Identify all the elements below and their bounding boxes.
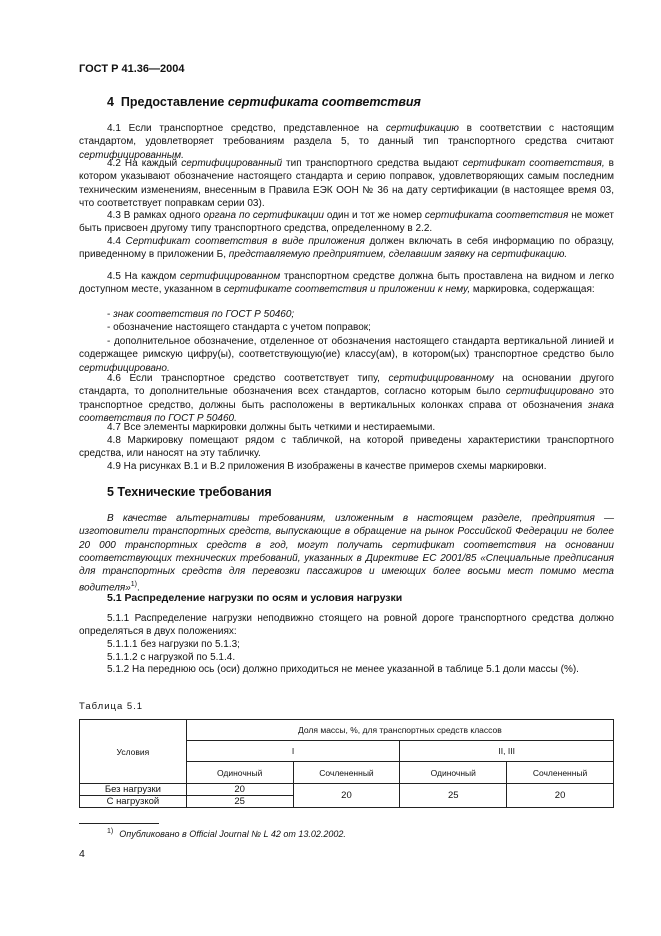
- table-header-single-1: Одиночный: [186, 762, 293, 784]
- paragraph-4-4: [79, 235, 614, 262]
- table-cell-single-2: 25: [400, 784, 507, 808]
- paragraph-5-1-1-1: 5.1.1.1 без нагрузки по 5.1.3;: [107, 639, 240, 650]
- table-row-label-loaded: С нагрузкой: [80, 796, 187, 808]
- list-item-2: - обозначение настоящего стандарта с учетом поправок;: [107, 322, 371, 333]
- paragraph-5-intro: [79, 512, 614, 595]
- p4-1-italic: сертификацию: [385, 123, 459, 134]
- p4-4-text-2: должен включать в себя информацию по образцу, приведенному в приложении Б,: [79, 236, 615, 261]
- paragraph-5-1-1-2: 5.1.1.2 с нагрузкой по 5.1.4.: [107, 652, 236, 663]
- p5-intro-text: В качестве альтернативы требованиям, изложенным в настоящем разделе, предприятия — изготовители транспортных средств, выпускающие в обращение на рынок Российской Федерации не более 20 000 транспортных средств в год, могут получать сертификат соответствия на основании соответствующих технических требований, указанных в Директиве ЕС 2001/85 «Специальные предписания для транспортных средств для перевозки пассажиров и имеющих более восьми мест помимо места водителя»: [79, 513, 614, 594]
- document-header: ГОСТ Р 41.36—2004: [79, 63, 185, 75]
- paragraph-4-5: [79, 270, 614, 297]
- table-header-conditions: Условия: [80, 720, 187, 784]
- footnote-reference: 1): [130, 581, 137, 589]
- list-item-3: [79, 335, 614, 375]
- p4-2-italic-2: сертификат соответствия,: [462, 158, 605, 169]
- p4-3-italic-2: сертификата соответствия: [424, 210, 569, 221]
- table-header-articulated-2: Сочлененный: [507, 762, 614, 784]
- table-header-class-1: I: [186, 741, 400, 762]
- list-1-dash: -: [107, 309, 114, 320]
- section-4-title-plain: Предоставление: [120, 95, 228, 109]
- p4-5-italic: сертифицированном: [179, 271, 281, 282]
- p4-4-italic: Сертификат соответствия в виде приложения: [125, 236, 365, 247]
- p4-1-text: 4.1 Если транспортное средство, представленное на: [107, 123, 386, 134]
- list-item-1: [79, 308, 614, 321]
- p4-6-text: 4.6 Если транспортное средство соответствует типу,: [107, 373, 389, 384]
- table-cell-articulated-1: 20: [293, 784, 400, 808]
- paragraph-4-7: 4.7 Все элементы маркировки должны быть четкими и нестираемыми.: [107, 422, 436, 433]
- p4-3-italic: органа по сертификации: [203, 210, 324, 221]
- paragraph-4-9: 4.9 На рисунках В.1 и В.2 приложения В изображены в качестве примеров схемы маркировки.: [107, 461, 547, 472]
- p4-6-italic: сертифицированному: [388, 373, 494, 384]
- p4-5-text-2: транспортном средстве должна быть проставлена на видном и легко доступном месте, указанном в: [79, 271, 615, 296]
- table-cell-single-1-unloaded: 20: [186, 784, 293, 796]
- paragraph-4-1: [79, 122, 614, 162]
- paragraph-5-1-2: 5.1.2 На переднюю ось (оси) должно приходиться не менее указанной в таблице 5.1 доли массы (%).: [107, 664, 579, 675]
- paragraph-4-3: [79, 209, 614, 236]
- paragraph-5-1-1: 5.1.1 Распределение нагрузки неподвижно стоящего на ровной дороге транспортного средства должно определяться в двух положениях:: [79, 613, 614, 638]
- p4-3-text: 4.3 В рамках одного: [107, 210, 204, 221]
- p4-1-italic-2: сертифицированным.: [79, 149, 184, 161]
- table-header-group: Доля массы, %, для транспортных средств классов: [186, 720, 613, 741]
- p5-intro-end: .: [137, 582, 140, 594]
- footnote-marker: 1): [107, 828, 114, 835]
- paragraph-4-2: [79, 157, 614, 210]
- table-header-articulated-1: Сочлененный: [293, 762, 400, 784]
- table-cell-single-1-loaded: 25: [186, 796, 293, 808]
- section-4-number: 4: [107, 95, 114, 109]
- p4-1-text-2: в соответствии с настоящим стандартом, удовлетворяет требованиям раздела 5, то данный тип транспортного средства считают: [79, 123, 614, 148]
- p4-3-text-2: один и тот же номер: [323, 210, 425, 221]
- page-number: 4: [79, 848, 85, 860]
- table-caption: Таблица 5.1: [79, 701, 144, 712]
- p4-2-text-2: тип транспортного средства выдают: [282, 158, 463, 169]
- p4-5-text: 4.5 На каждом: [107, 271, 180, 282]
- table-cell-articulated-2: 20: [507, 784, 614, 808]
- list-3-text: - дополнительное обозначение, отделенное от обозначения настоящего стандарта вертикальной линией и содержащее римскую цифру(ы), соответствующую(ие) классу(ам), в котором(ых) транспортное средство было: [79, 336, 614, 361]
- p4-2-text-3: в котором указывают обозначение настоящего стандарта и серию поправок, удовлетворяющих самым последним техническим изменениям, внесенным в Правила ЕЭК ООН № 36 на дату сертификации (в настоящее время 03, что соответствует поправкам серии 03).: [79, 158, 614, 209]
- p4-4-text: 4.4: [107, 236, 126, 247]
- table-header-single-2: Одиночный: [400, 762, 507, 784]
- p4-3-text-3: не может быть присвоен другому типу транспортного средства, определенному в 2.2.: [79, 210, 614, 235]
- p4-2-italic: сертифицированный: [181, 158, 283, 169]
- p4-6-italic-2: сертифицировано: [505, 386, 594, 398]
- section-4-heading: [107, 95, 421, 109]
- section-5-heading: 5 Технические требования: [107, 485, 272, 499]
- footnote-text: Опубликовано в Official Journal № L 42 от 13.02.2002.: [119, 829, 346, 839]
- section-4-title-italic: сертификата соответствия: [227, 95, 421, 109]
- table-5-1: [79, 719, 614, 808]
- paragraph-4-8: 4.8 Маркировку помещают рядом с табличкой, на которой приведены характеристики транспортного средства, или наносят на эту табличку.: [79, 435, 614, 460]
- footnote-separator: [79, 823, 159, 824]
- list-3-italic: сертифицировано.: [79, 362, 170, 374]
- p4-6-text-3: это транспортное средство, должны быть расположены в вертикальных колонках справа от обозначения: [79, 386, 614, 411]
- p4-6-italic-3: знака соответствия по ГОСТ Р 50460.: [79, 399, 614, 424]
- table-header-class-2-3: II, III: [400, 741, 614, 762]
- list-1-italic: знак соответствия по ГОСТ Р 50460;: [113, 309, 295, 320]
- p4-5-text-3: маркировка, содержащая:: [470, 284, 595, 296]
- table-row-label-unloaded: Без нагрузки: [80, 784, 187, 796]
- p4-6-text-2: на основании другого стандарта, то дополнительные обозначения всех стандартов, согласно которым было: [79, 373, 614, 398]
- footnote: [107, 828, 346, 839]
- paragraph-4-6: [79, 372, 614, 425]
- p4-2-text: 4.2 На каждый: [107, 158, 182, 169]
- p4-4-italic-2: представляемую предприятием, сделавшим заявку на сертификацию.: [228, 249, 568, 261]
- p4-5-italic-2: сертификате соответствия и приложении к нему,: [223, 284, 471, 296]
- subsection-5-1-heading: 5.1 Распределение нагрузки по осям и условия нагрузки: [107, 592, 403, 604]
